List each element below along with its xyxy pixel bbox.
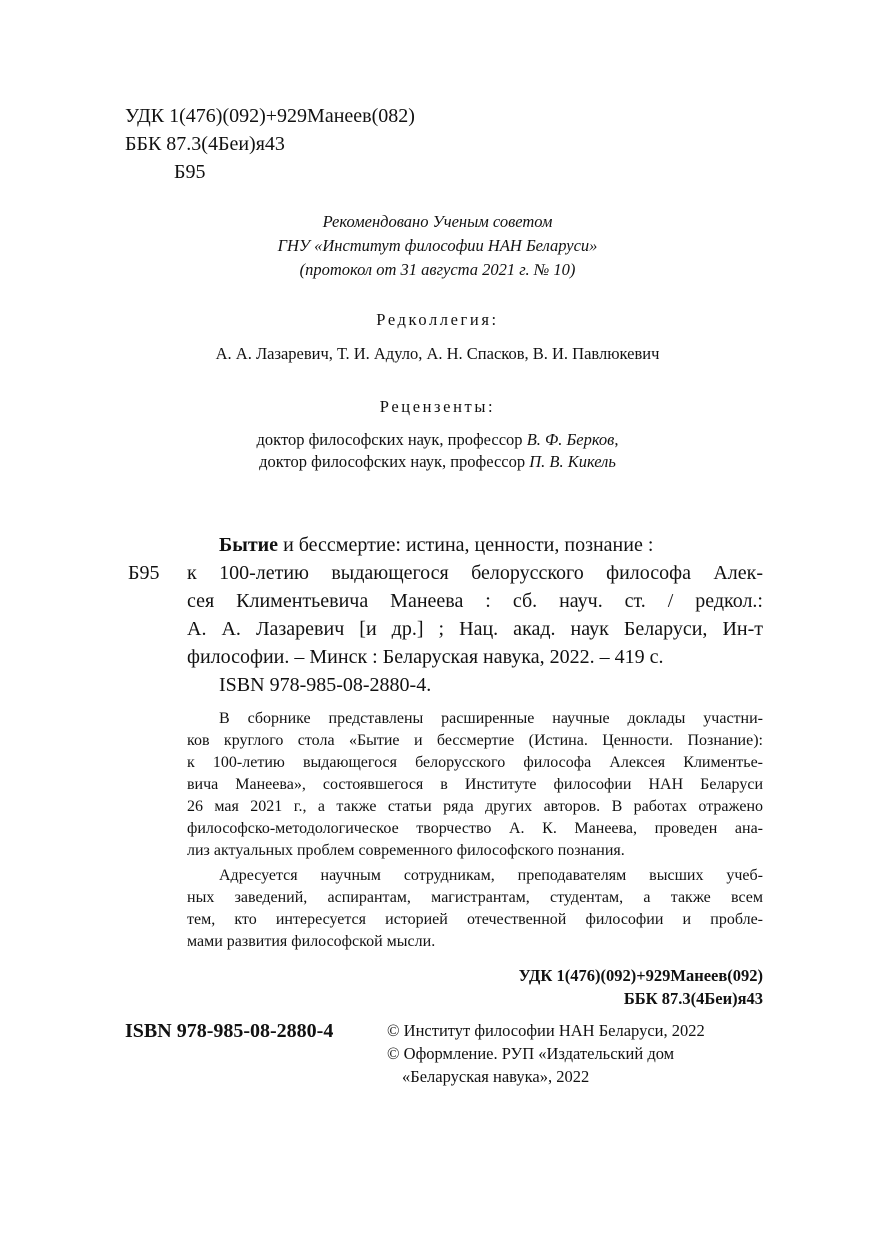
annotation-line: В сборнике представлены расширенные научные доклады участни- bbox=[219, 710, 763, 727]
reviewer-line bbox=[0, 429, 875, 451]
recommendation-block bbox=[0, 210, 875, 282]
bib-title-bold: Бытие bbox=[219, 534, 279, 556]
reviewers-label: Рецензенты: bbox=[379, 397, 496, 416]
annotation-line: лиз актуальных проблем современного философского познания. bbox=[187, 842, 625, 859]
reviewer-suffix: , bbox=[614, 430, 619, 449]
bib-line: философии. – Минск : Беларуская навука, 2022. – 419 с. bbox=[187, 646, 664, 668]
annotation-line: тем, кто интересуется историей отечественной философии и пробле- bbox=[187, 911, 763, 928]
bib-author-mark: Б95 bbox=[128, 562, 160, 584]
copyright-line: © Оформление. РУП «Издательский дом bbox=[387, 1044, 675, 1063]
bib-title-line bbox=[219, 534, 653, 557]
footer-udk: УДК 1(476)(092)+929Манеев(092) bbox=[518, 966, 763, 985]
recommendation-line: Рекомендовано Ученым советом bbox=[322, 212, 553, 231]
reviewers-list bbox=[0, 429, 875, 473]
reviewer-name: П. В. Кикель bbox=[529, 452, 616, 471]
recommendation-line: ГНУ «Институт философии НАН Беларуси» bbox=[277, 236, 598, 255]
copyright-line: © Институт философии НАН Беларуси, 2022 bbox=[387, 1021, 705, 1040]
bbk-code: ББК 87.3(4Беи)я43 bbox=[125, 133, 285, 155]
annotation-line: 26 мая 2021 г., а также статьи ряда других авторов. В работах отражено bbox=[187, 798, 763, 815]
annotation-line: ных заведений, аспирантам, магистрантам, студентам, а также всем bbox=[187, 889, 763, 906]
bib-line: к 100-летию выдающегося белорусского философа Алек- bbox=[187, 562, 763, 584]
editorial-board-label: Редколлегия: bbox=[376, 310, 499, 329]
annotation-line: Адресуется научным сотрудникам, преподавателям высших учеб- bbox=[219, 867, 763, 884]
recommendation-line: (протокол от 31 августа 2021 г. № 10) bbox=[299, 260, 576, 279]
bib-line: А. А. Лазаревич [и др.] ; Нац. акад. наук Беларуси, Ин-т bbox=[187, 618, 763, 640]
annotation-line: вича Манеева», состоявшегося в Институте философии НАН Беларуси bbox=[187, 776, 763, 793]
bib-title-rest: и бессмертие: истина, ценности, познание : bbox=[278, 534, 654, 556]
bib-line: сея Климентьевича Манеева : сб. науч. ст. / редкол.: bbox=[187, 590, 763, 612]
reviewer-degree: доктор философских наук, профессор bbox=[259, 452, 530, 471]
annotation-line: философско-методологическое творчество А. К. Манеева, проведен ана- bbox=[187, 820, 763, 837]
author-mark: Б95 bbox=[174, 161, 206, 183]
annotation-line: мами развития философской мысли. bbox=[187, 933, 436, 950]
editorial-board-members: А. А. Лазаревич, Т. И. Адуло, А. Н. Спасков, В. И. Павлюкевич bbox=[215, 344, 660, 363]
isbn-number: ISBN 978-985-08-2880-4 bbox=[125, 1020, 334, 1042]
copyright-line: «Беларуская навука», 2022 bbox=[402, 1067, 590, 1086]
reviewer-line bbox=[0, 451, 875, 473]
reviewer-degree: доктор философских наук, профессор bbox=[256, 430, 527, 449]
annotation-line: ков круглого стола «Бытие и бессмертие (Истина. Ценности. Познание): bbox=[187, 732, 763, 749]
annotation-line: к 100-летию выдающегося белорусского философа Алексея Климентье- bbox=[187, 754, 763, 771]
footer-bbk: ББК 87.3(4Беи)я43 bbox=[623, 989, 763, 1008]
reviewer-name: В. Ф. Берков bbox=[526, 430, 615, 449]
bib-isbn: ISBN 978-985-08-2880-4. bbox=[219, 674, 432, 696]
udk-code: УДК 1(476)(092)+929Манеев(082) bbox=[125, 105, 415, 127]
